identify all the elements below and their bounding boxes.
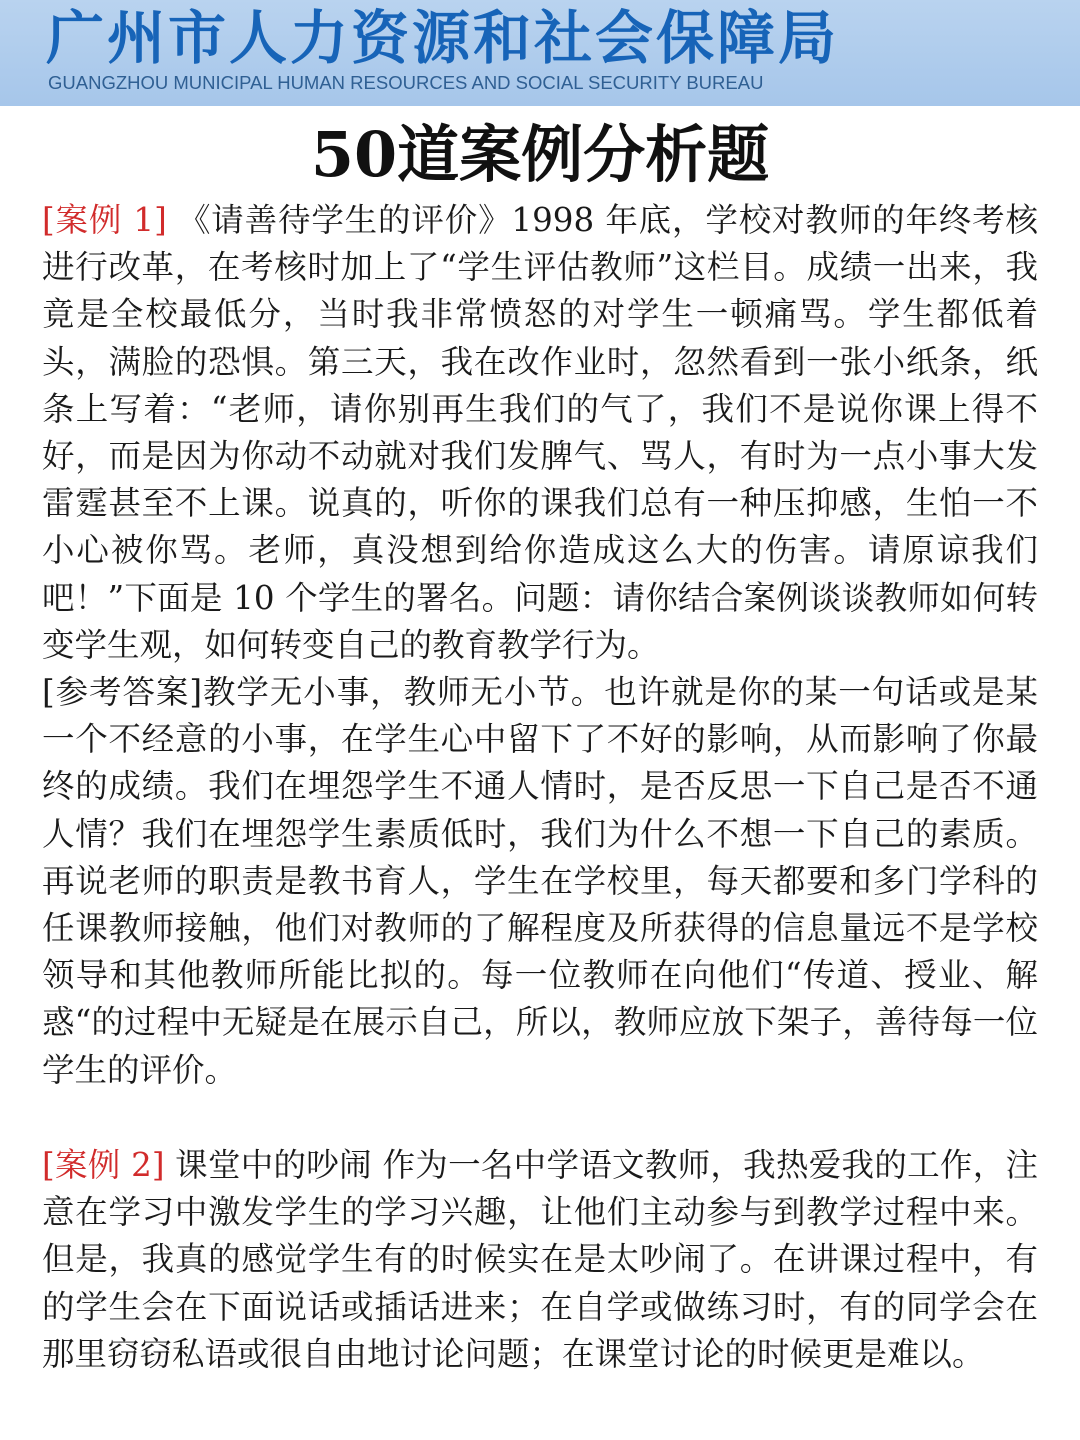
org-name-en: GUANGZHOU MUNICIPAL HUMAN RESOURCES AND SOCIAL SECURITY BUREAU — [48, 72, 764, 93]
case-1-paragraph — [42, 197, 1038, 669]
header-banner — [0, 0, 1080, 106]
org-name-cn: 广州市人力资源和社会保障局 — [46, 4, 840, 72]
case-2-tag: [案例 2] — [42, 1146, 165, 1184]
document-title: 50道案例分析题 — [310, 118, 770, 191]
answer-tag: [参考答案] — [42, 673, 203, 711]
case-2-body: 课堂中的吵闹 作为一名中学语文教师，我热爱我的工作，注意在学习中激发学生的学习兴趣，让他们主动参与到教学过程中来。但是，我真的感觉学生有的时候实在是太吵闹了。在讲课过程中，有的学生会在下面说话或插话进来；在自学或做练习时，有的同学会在那里窃窃私语或很自由地讨论问题；在课堂讨论的时候更是难以。 — [42, 1146, 1038, 1373]
case-1-tag: [案例 1] — [42, 201, 167, 239]
case-2-paragraph — [42, 1142, 1038, 1378]
case-1-answer-paragraph — [42, 669, 1038, 1094]
case-1-body: 《请善待学生的评价》1998 年底，学校对教师的年终考核进行改革，在考核时加上了“学生评估教师”这栏目。成绩一出来，我竟是全校最低分，当时我非常愤怒的对学生一顿痛骂。学生都低着头，满脸的恐惧。第三天，我在改作业时，忽然看到一张小纸条，纸条上写着：“老师，请你别再生我们的气了，我们不是说你课上得不好，而是因为你动不动就对我们发脾气、骂人，有时为一点小事大发雷霆甚至不上课。说真的，听你的课我们总有一种压抑感，生怕一不小心被你骂。老师，真没想到给你造成这么大的伤害。请原谅我们吧！”下面是 10 个学生的署名。问题：请你结合案例谈谈教师如何转变学生观，如何转变自己的教育教学行为。 — [42, 201, 1038, 664]
case-1-answer: 教学无小事，教师无小节。也许就是你的某一句话或是某一个不经意的小事，在学生心中留下了不好的影响，从而影响了你最终的成绩。我们在埋怨学生不通人情时，是否反思一下自己是否不通人情？我们在埋怨学生素质低时，我们为什么不想一下自己的素质。再说老师的职责是教书育人，学生在学校里，每天都要和多门学科的任课教师接触，他们对教师的了解程度及所获得的信息量远不是学校领导和其他教师所能比拟的。每一位教师在向他们“传道、授业、解惑“的过程中无疑是在展示自己，所以，教师应放下架子，善待每一位学生的评价。 — [42, 673, 1038, 1089]
